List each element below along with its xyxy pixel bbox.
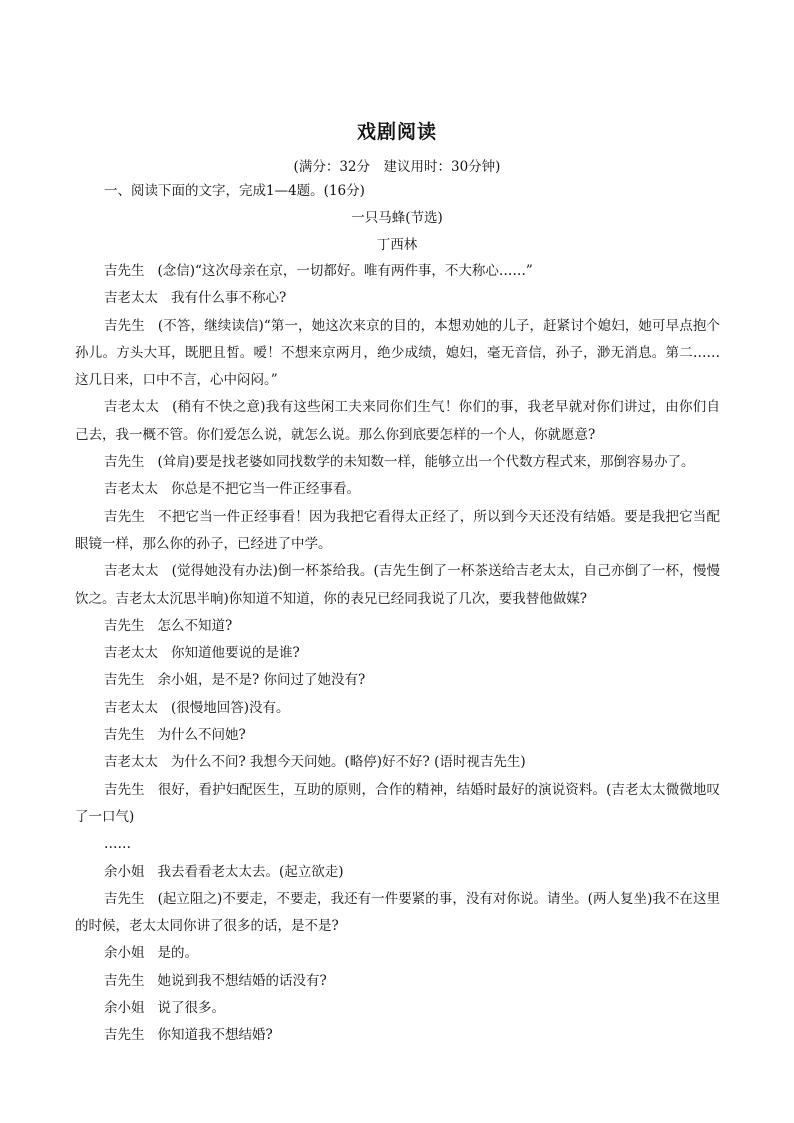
dialogue-line <box>75 394 720 449</box>
speaker-name: 吉老太太 <box>104 754 158 771</box>
dialogue-line <box>75 749 720 776</box>
dialogue-line <box>75 886 720 941</box>
speaker-name: 吉先生 <box>104 781 145 798</box>
dialogue-text: 不把它当一件正经事看！因为我把它看得太正经了，所以到今天还没有结婚。要是我把它当配眼镜一样，那么你的孙子，已经进了中学。 <box>75 508 721 552</box>
dialogue-text: 是的。 <box>157 945 198 962</box>
speaker-name: 吉先生 <box>104 672 145 689</box>
dialogue-line <box>75 640 720 667</box>
speaker-name: 吉老太太 <box>104 481 158 498</box>
dialogue-text: (不答，继续读信)“第一，她这次来京的目的，本想劝她的儿子，赶紧讨个媳妇，她可早点抱个孙儿。方头大耳，既肥且皙。嗳！不想来京两月，绝少成绩，媳妇，毫无音信，孙子，渺无消息。第二……这几日来，口中不言，心中闷闷。” <box>75 317 721 389</box>
dialogue-text: (耸肩)要是找老婆如同找数学的未知数一样，能够立出一个代数方程式来，那倒容易办了。 <box>157 454 695 471</box>
speaker-name: 余小姐 <box>104 945 145 962</box>
dialogue-text: 余小姐，是不是? 你问过了她没有? <box>157 672 366 689</box>
speaker-name: 吉先生 <box>104 972 145 989</box>
speaker-name: 吉先生 <box>104 317 145 334</box>
dialogue-line <box>75 831 720 858</box>
play-excerpt <box>75 258 720 1050</box>
dialogue-text: 我有什么事不称心? <box>171 290 287 307</box>
speaker-name: 吉先生 <box>104 454 145 471</box>
dialogue-line <box>75 504 720 559</box>
author-name: 丁西林 <box>376 237 418 253</box>
dialogue-line <box>75 449 720 476</box>
dialogue-line <box>75 613 720 640</box>
speaker-name: 吉先生 <box>104 890 145 907</box>
dialogue-line <box>75 995 720 1022</box>
dialogue-line <box>75 940 720 967</box>
document-title: 戏剧阅读 <box>356 121 437 143</box>
speaker-name: 吉先生 <box>104 727 145 744</box>
dialogue-text: 怎么不知道? <box>157 617 233 634</box>
dialogue-text: (稍有不快之意)我有这些闲工夫来同你们生气！你们的事，我老早就对你们讲过，由你们自己去，我一概不管。你们爱怎么说，就怎么说。那么你到底要怎样的一个人，你就愿意? <box>75 399 720 443</box>
dialogue-line <box>75 859 720 886</box>
speaker-name: 吉老太太 <box>104 645 158 662</box>
dialogue-line <box>75 476 720 503</box>
speaker-name: 吉先生 <box>104 263 145 279</box>
speaker-name: 余小姐 <box>104 1000 145 1017</box>
dialogue-line <box>75 313 720 395</box>
dialogue-text: (念信)“这次母亲在京，一切都好。唯有两件事，不大称心……” <box>157 263 533 279</box>
dialogue-line <box>75 558 720 613</box>
dialogue-text: (觉得她没有办法)倒一杯茶给我。(吉先生倒了一杯茶送给吉老太太，自己亦倒了一杯，慢慢饮之。吉老太太沉思半晌)你知道不知道，你的表兄已经同我说了几次，要我替他做媒? <box>75 563 721 607</box>
speaker-name: 吉老太太 <box>104 290 158 307</box>
dialogue-line <box>75 695 720 722</box>
speaker-name: 吉先生 <box>104 1027 145 1044</box>
speaker-name: 吉先生 <box>104 508 146 525</box>
dialogue-text: (起立阻之)不要走，不要走，我还有一件要紧的事，没有对你说。请坐。(两人复坐)我不在这里的时候，老太太同你讲了很多的话，是不是? <box>75 890 720 935</box>
section-heading: 一、阅读下面的文字，完成1—4题。(16分) <box>104 183 365 199</box>
speaker-name: 余小姐 <box>104 863 145 880</box>
dialogue-text: 很好，看护妇配医生，互助的原则，合作的精神，结婚时最好的演说资料。(吉老太太微微地叹了一口气) <box>75 781 721 825</box>
speaker-name: 吉老太太 <box>104 563 159 580</box>
dialogue-text: …… <box>104 836 131 853</box>
dialogue-line <box>75 1022 720 1049</box>
dialogue-line <box>75 285 720 312</box>
dialogue-text: 你总是不把它当一件正经事看。 <box>171 481 360 498</box>
dialogue-text: (很慢地回答)没有。 <box>171 699 290 716</box>
dialogue-line <box>75 968 720 995</box>
speaker-name: 吉老太太 <box>104 399 160 416</box>
speaker-name: 吉先生 <box>104 617 145 634</box>
dialogue-line <box>75 667 720 694</box>
work-title: 一只马蜂(节选) <box>351 210 443 226</box>
dialogue-text: 为什么不问她? <box>157 727 246 744</box>
dialogue-text: 说了很多。 <box>157 1000 225 1017</box>
speaker-name: 吉老太太 <box>104 699 158 716</box>
dialogue-text: 为什么不问? 我想今天问她。(略停)好不好? (语时视吉先生) <box>171 754 526 771</box>
score-time-note: (满分：32分 建议用时：30分钟) <box>293 159 501 175</box>
dialogue-text: 你知道我不想结婚? <box>157 1027 273 1044</box>
dialogue-text: 她说到我不想结婚的话没有? <box>157 972 327 989</box>
dialogue-text: 我去看看老太太去。(起立欲走) <box>157 863 344 880</box>
dialogue-text: 你知道他要说的是谁? <box>171 645 300 662</box>
dialogue-line <box>75 258 720 285</box>
dialogue-line <box>75 777 720 832</box>
dialogue-line <box>75 722 720 749</box>
